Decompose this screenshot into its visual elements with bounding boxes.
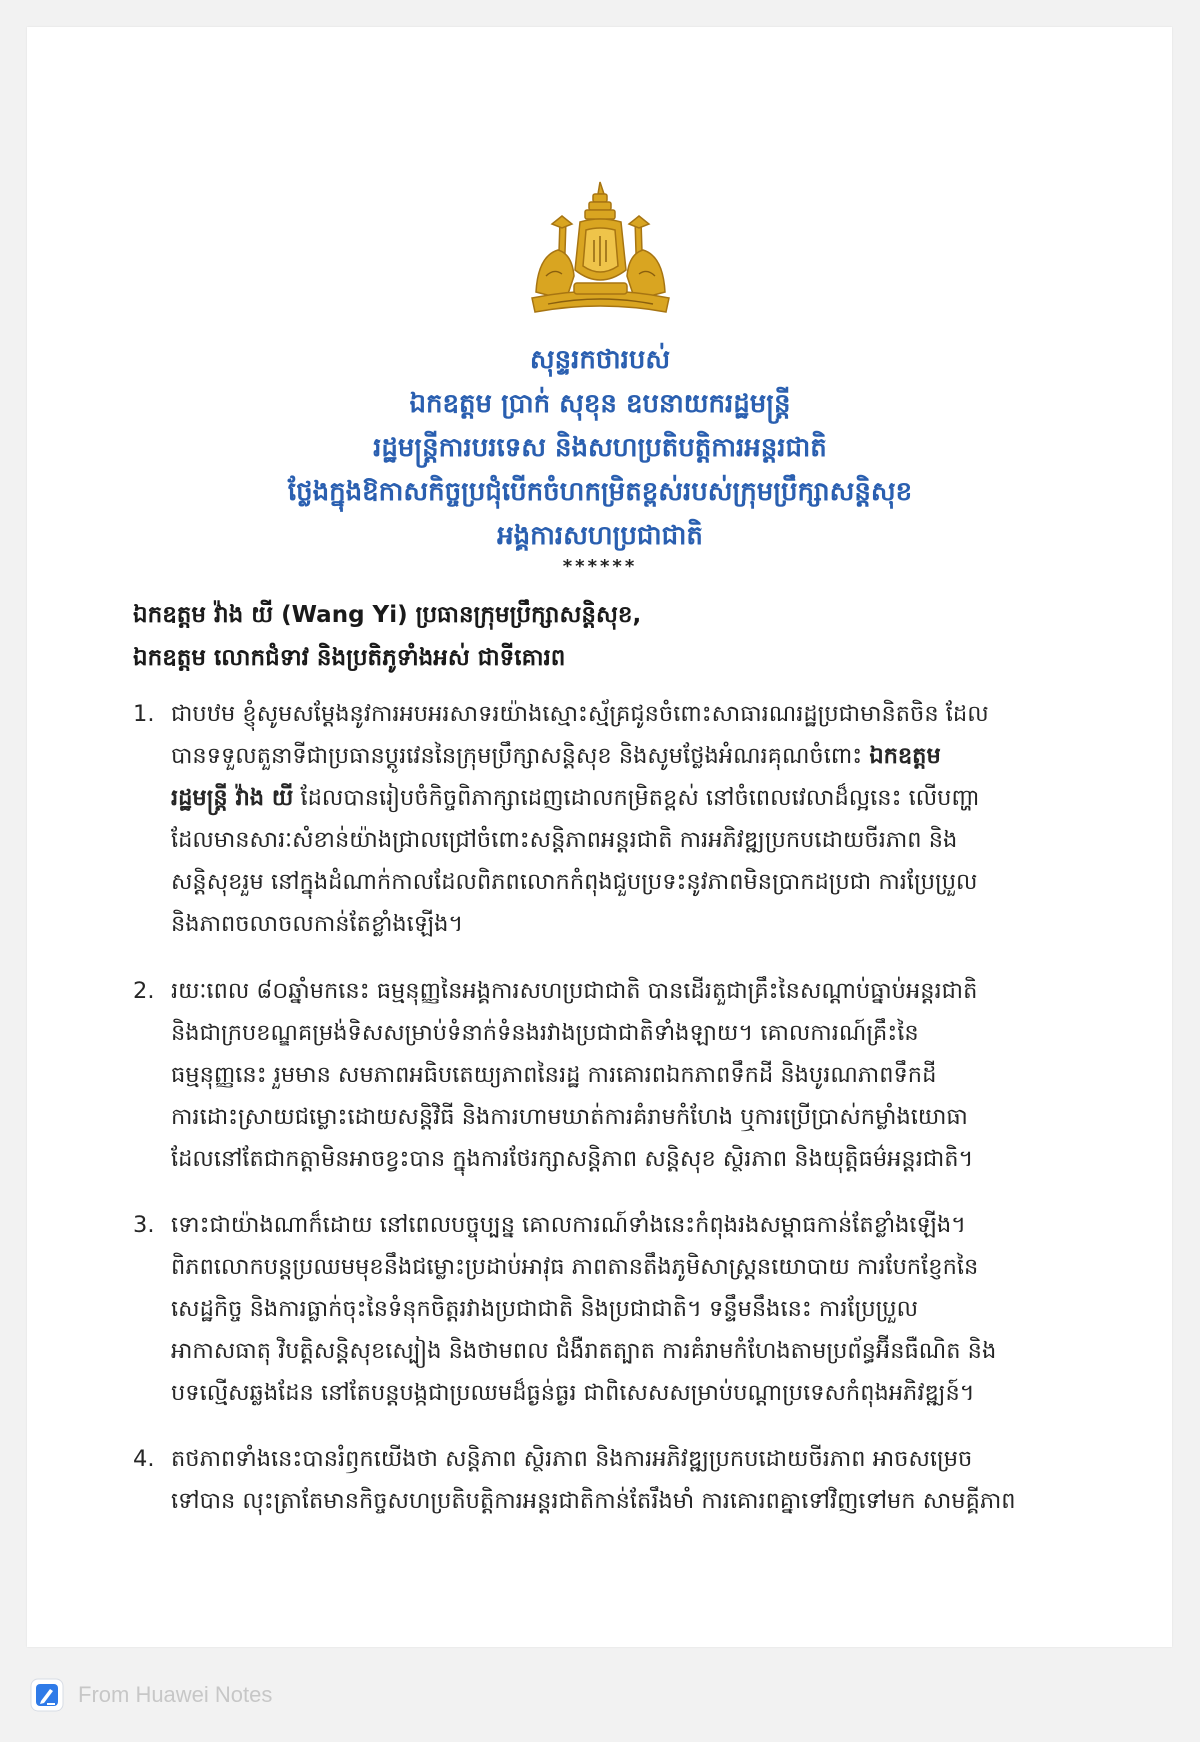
footer-source-label: From Huawei Notes [78, 1682, 273, 1707]
heading-line: អង្គការសហប្រជាជាតិ [497, 521, 703, 551]
paragraph-line [171, 777, 1068, 819]
paragraph-line [171, 735, 1068, 777]
paragraph-line: ទៅបាន លុះត្រាតែមានកិច្ចសហប្រតិបត្តិការអន្តរជាតិកាន់តែរឹងមាំ ការគោរពគ្នាទៅវិញទៅមក សាមគ្គីភាព [171, 1488, 1016, 1514]
paragraph-line: ពិភពលោកបន្តប្រឈមមុខនឹងជម្លោះប្រដាប់អាវុធ ភាពតានតឹងភូមិសាស្ត្រនយោបាយ ការបែកខ្ញែកនៃ [171, 1254, 979, 1280]
paragraph-line: ជាបឋម ខ្ញុំសូមសម្តែងនូវការអបអរសាទរយ៉ាងស្មោះស្ម័គ្រជូនចំពោះសាធារណរដ្ឋប្រជាមានិតចិន ដែល [171, 701, 989, 727]
salutation-line: ឯកឧត្តម លោកជំទាវ និងប្រតិភូទាំងអស់ ជាទីគោរព [133, 645, 566, 671]
paragraph-line: អាកាសធាតុ វិបត្តិសន្តិសុខស្បៀង និងថាមពល ជំងឺរាតត្បាត ការគំរាមកំហែងតាមប្រព័ន្ធអ៊ីនធឺណិត និង [171, 1338, 997, 1364]
paragraph-number: 2. [133, 978, 155, 1004]
paragraph-line: ដែលនៅតែជាកត្តាមិនអាចខ្វះបាន ក្នុងការថែរក្សាសន្តិភាព សន្តិសុខ ស្ថិរភាព និងយុត្តិធម៌អន្តរជាតិ។ [171, 1146, 974, 1172]
paragraph-line: បទល្មើសឆ្លងដែន នៅតែបន្តបង្កជាប្រឈមដ៏ធ្ងន់ធ្ងរ ជាពិសេសសម្រាប់បណ្តាប្រទេសកំពុងអភិវឌ្ឍន៍។ [171, 1380, 975, 1406]
paragraph-body [171, 1438, 1068, 1522]
line-text: ដែលបានរៀបចំកិច្ចពិភាក្សាដេញដោលកម្រិតខ្ពស់ នៅចំពេលវេលាដ៏ល្អនេះ លើបញ្ហា [300, 785, 980, 811]
paragraph-body [171, 693, 1068, 945]
notes-app-footer [30, 1677, 272, 1713]
heading-line: ឯកឧត្តម ប្រាក់ សុខុន ឧបនាយករដ្ឋមន្ត្រី [409, 389, 791, 419]
paragraph-body [171, 1204, 1068, 1414]
paragraph-body [171, 970, 1068, 1180]
paragraph-number: 3. [133, 1212, 155, 1238]
bold-honorific: ឯកឧត្តម [869, 743, 941, 769]
huawei-notes-icon [30, 1678, 64, 1712]
paragraph-line: ធម្មនុញ្ញនេះ រួមមាន សមភាពអធិបតេយ្យភាពនៃរដ្ឋ ការគោរពឯកភាពទឹកដី និងបូរណភាពទឹកដី [171, 1062, 937, 1088]
line-text: បានទទួលតួនាទីជាប្រធានប្តូរវេននៃក្រុមប្រឹក្សាសន្តិសុខ និងសូមថ្លែងអំណរគុណចំពោះ [171, 743, 870, 769]
paragraph-line: និងជាក្របខណ្ឌគម្រង់ទិសសម្រាប់ទំនាក់ទំនងរវាងប្រជាជាតិទាំងឡាយ។ គោលការណ៍គ្រឹះនៃ [171, 1020, 919, 1046]
paragraph-line: រយៈពេល ៨០ឆ្នាំមកនេះ ធម្មនុញ្ញនៃអង្គការសហប្រជាជាតិ បានដើរតួជាគ្រឹះនៃសណ្តាប់ធ្នាប់អន្តរជាតិ [171, 978, 978, 1004]
paragraph-line: សន្តិសុខរួម នៅក្នុងដំណាក់កាលដែលពិភពលោកកំពុងជួបប្រទះនូវភាពមិនប្រាកដប្រជា ការប្រែប្រួល [171, 869, 978, 895]
heading-line: ថ្លែងក្នុងឱកាសកិច្ចប្រជុំបើកចំហកម្រិតខ្ពស់របស់ក្រុមប្រឹក្សាសន្តិសុខ [287, 477, 913, 507]
speech-heading [0, 338, 1200, 558]
salutation [133, 594, 1093, 680]
paragraph-line: ការដោះស្រាយជម្លោះដោយសន្តិវិធី និងការហាមឃាត់ការគំរាមកំហែង ឬការប្រើប្រាស់កម្លាំងយោធា [171, 1104, 968, 1130]
paragraph-line: តថភាពទាំងនេះបានរំឭកយើងថា សន្តិភាព ស្ថិរភាព និងការអភិវឌ្ឍប្រកបដោយចីរភាព អាចសម្រេច [171, 1446, 973, 1472]
paragraph-number: 1. [133, 701, 155, 727]
paragraph-number: 4. [133, 1446, 155, 1472]
bold-name: រដ្ឋមន្ត្រី វ៉ាង យី [171, 785, 294, 811]
heading-line: សុន្ទរកថារបស់ [529, 345, 671, 375]
paragraph-line: និងភាពចលាចលកាន់តែខ្លាំងឡើង។ [171, 911, 464, 937]
royal-arms-emblem [528, 180, 673, 315]
paragraph-line: ដែលមានសារៈសំខាន់យ៉ាងជ្រាលជ្រៅចំពោះសន្តិភាពអន្តរជាតិ ការអភិវឌ្ឍប្រកបដោយចីរភាព និង [171, 827, 958, 853]
paragraph-line: ទោះជាយ៉ាងណាក៏ដោយ នៅពេលបច្ចុប្បន្ន គោលការណ៍ទាំងនេះកំពុងរងសម្ពាធកាន់តែខ្លាំងឡើង។ [171, 1212, 966, 1238]
salutation-line: ឯកឧត្តម វ៉ាង យី (Wang Yi) ប្រធានក្រុមប្រឹក្សាសន្តិសុខ, [133, 602, 642, 628]
paragraph-line: សេដ្ឋកិច្ច និងការធ្លាក់ចុះនៃទំនុកចិត្តរវាងប្រជាជាតិ និងប្រជាជាតិ។ ទន្ទឹមនឹងនេះ ការប្រែប្រួល [171, 1296, 919, 1322]
section-separator: ****** [562, 556, 638, 577]
heading-line: រដ្ឋមន្ត្រីការបរទេស និងសហប្រតិបត្តិការអន្តរជាតិ [373, 433, 827, 463]
